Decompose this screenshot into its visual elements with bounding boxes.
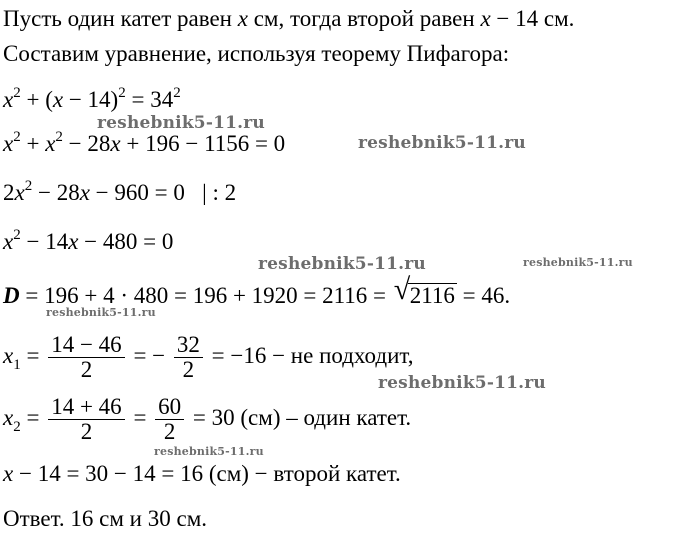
watermark: reshebnik5-11.ru: [523, 256, 633, 269]
fraction-numerator: 14 + 46: [51, 394, 122, 420]
root-1-conclusion: = −16 − не подходит,: [211, 343, 414, 368]
root-2-fraction-1: [48, 395, 124, 444]
watermark: reshebnik5-11.ru: [46, 306, 156, 319]
fraction-denominator: 2: [155, 419, 184, 444]
answer-line: Ответ. 16 см и 30 см.: [3, 506, 208, 531]
intro-line: Пусть один катет равен x см, тогда второй равен x − 14 см.: [3, 6, 575, 31]
equation-2: $x^2 + x^2 - 28x + 196 - 1156 = 0$: [3, 129, 286, 156]
watermark: reshebnik5-11.ru: [258, 254, 426, 274]
sqrt-symbol: √ 2116: [393, 273, 455, 308]
equation-4: $x^2 - 14x - 480 = 0$: [3, 227, 174, 254]
watermark: reshebnik5-11.ru: [97, 113, 265, 133]
root-2-conclusion: = 30 (см) – один катет.: [192, 405, 412, 430]
equation-1: $x^2 + (x - 14)^2 = 34^2$: [3, 85, 181, 112]
root-1-fraction-2: [174, 333, 203, 382]
root-1-line: $x_1$ = $\frac{14 - 46}{2}$ = − $\frac{32}{2}$ = −16 − не подходит,: [3, 332, 414, 383]
method-line: Составим уравнение, используя теорему Пифагора:: [3, 41, 510, 66]
fraction-denominator: 2: [48, 357, 124, 382]
root-2-line: $x_2$ = $\frac{14 + 46}{2}$ = $\frac{60}{2}$ = 30 (см) – один катет.: [3, 394, 412, 445]
fraction-numerator: 60: [158, 394, 182, 420]
second-leg-line: x − 14 = 30 − 14 = 16 (см) − второй катет.: [3, 461, 401, 486]
watermark: reshebnik5-11.ru: [154, 445, 264, 458]
fraction-numerator: 14 − 46: [51, 332, 122, 358]
equation-3: $2x^2 - 28x - 960 = 0$ | : 2: [3, 178, 237, 205]
discriminant-line: D = 196 + 4 · 480 = 196 + 1920 = 2116 = √ 2116 = 46.: [3, 273, 511, 308]
watermark: reshebnik5-11.ru: [378, 373, 546, 393]
fraction-denominator: 2: [174, 357, 203, 382]
root-2-fraction-2: [155, 395, 184, 444]
watermark: reshebnik5-11.ru: [358, 133, 526, 153]
root-1-fraction-1: [48, 333, 124, 382]
fraction-numerator: 32: [176, 332, 200, 358]
fraction-denominator: 2: [48, 419, 124, 444]
